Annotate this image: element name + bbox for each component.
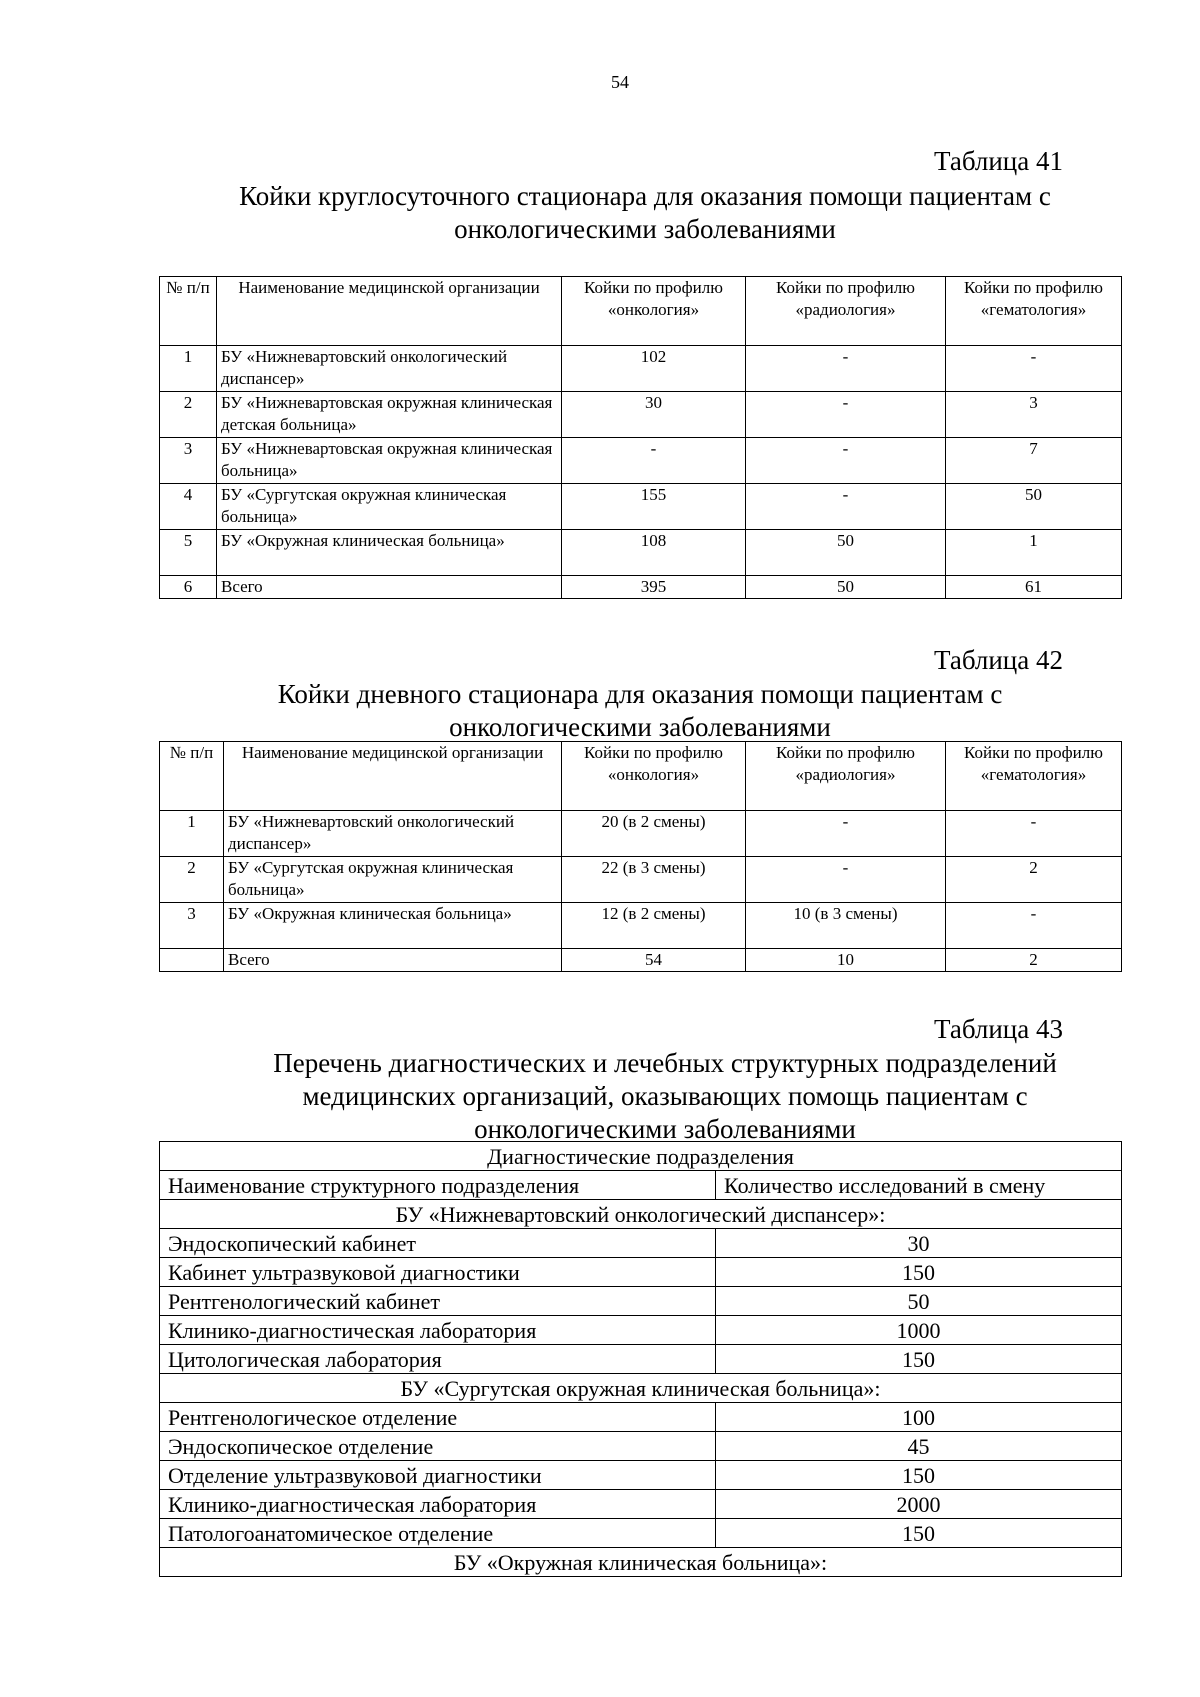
table43-title: Перечень диагностических и лечебных структурных подразделений медицинских организаций, оказывающих помощь пациентам с онкологическими заболеваниями — [273, 1048, 1057, 1144]
table-row — [160, 438, 1122, 484]
table43-header-row — [160, 1171, 1122, 1200]
table43-group-row — [160, 1548, 1122, 1577]
table41-cell: - — [562, 438, 746, 484]
table41-header-cell: Наименование медицинской организации — [217, 277, 562, 346]
table43-group-name: БУ «Окружная клиническая больница»: — [160, 1548, 1122, 1577]
table42-cell: БУ «Сургутская окружная клиническая больница» — [224, 857, 562, 903]
table42-cell: 2 — [946, 949, 1122, 972]
table42-cell: 3 — [160, 903, 224, 949]
table-row — [160, 857, 1122, 903]
table43-unit-name: Рентгенологический кабинет — [160, 1287, 716, 1316]
table42-cell: 2 — [946, 857, 1122, 903]
table43-unit-name: Эндоскопическое отделение — [160, 1432, 716, 1461]
table42-cell: БУ «Нижневартовский онкологический диспансер» — [224, 811, 562, 857]
table41-cell: 155 — [562, 484, 746, 530]
table43-section-row — [160, 1142, 1122, 1171]
table41-cell: 6 — [160, 576, 217, 599]
table41-cell: Всего — [217, 576, 562, 599]
table43-unit-name: Кабинет ультразвуковой диагностики — [160, 1258, 716, 1287]
table43-unit-count: 150 — [716, 1258, 1122, 1287]
table43-unit-name: Рентгенологическое отделение — [160, 1403, 716, 1432]
table41-cell: 7 — [946, 438, 1122, 484]
table41-cell: 50 — [746, 576, 946, 599]
table42-cell: - — [746, 857, 946, 903]
table-row — [160, 346, 1122, 392]
table41-cell: 50 — [946, 484, 1122, 530]
table41-cell: - — [746, 484, 946, 530]
table42-cell: 10 (в 3 смены) — [746, 903, 946, 949]
table-row — [160, 1403, 1122, 1432]
table43-unit-name: Патологоанатомическое отделение — [160, 1519, 716, 1548]
table-row — [160, 1461, 1122, 1490]
table43-unit-count: 150 — [716, 1519, 1122, 1548]
table41-cell: - — [946, 346, 1122, 392]
table42-header-cell: Койки по профилю «радиология» — [746, 742, 946, 811]
table43-group-row — [160, 1374, 1122, 1403]
table41-cell: - — [746, 438, 946, 484]
table-row — [160, 1345, 1122, 1374]
table43-group-name: БУ «Нижневартовский онкологический диспансер»: — [160, 1200, 1122, 1229]
table41-header-cell: Койки по профилю «гематология» — [946, 277, 1122, 346]
table43-group-name: БУ «Сургутская окружная клиническая больница»: — [160, 1374, 1122, 1403]
table42-cell — [160, 949, 224, 972]
table41-cell: 50 — [746, 530, 946, 576]
table43-unit-count: 1000 — [716, 1316, 1122, 1345]
table42-cell: 20 (в 2 смены) — [562, 811, 746, 857]
table41-cell: 395 — [562, 576, 746, 599]
table41-cell: 3 — [160, 438, 217, 484]
table41-cell: 61 — [946, 576, 1122, 599]
table-row — [160, 392, 1122, 438]
table41-cell: 108 — [562, 530, 746, 576]
table41-cell: 102 — [562, 346, 746, 392]
table42-cell: - — [746, 811, 946, 857]
table41-cell: - — [746, 392, 946, 438]
table43-header-cell: Наименование структурного подразделения — [160, 1171, 716, 1200]
table41-cell: БУ «Нижневартовский онкологический диспансер» — [217, 346, 562, 392]
table42 — [159, 741, 1122, 972]
table41-cell: 5 — [160, 530, 217, 576]
table43-unit-name: Эндоскопический кабинет — [160, 1229, 716, 1258]
table41-cell: БУ «Нижневартовская окружная клиническая больница» — [217, 438, 562, 484]
table43-group-row — [160, 1200, 1122, 1229]
table43-unit-name: Клинико-диагностическая лаборатория — [160, 1316, 716, 1345]
table42-cell: БУ «Окружная клиническая больница» — [224, 903, 562, 949]
table43-header-cell: Количество исследований в смену — [716, 1171, 1122, 1200]
table42-cell: Всего — [224, 949, 562, 972]
table41-cell: 4 — [160, 484, 217, 530]
page-number: 54 — [611, 72, 629, 92]
table43-unit-count: 2000 — [716, 1490, 1122, 1519]
table-row — [160, 1432, 1122, 1461]
table43-section-title: Диагностические подразделения — [160, 1142, 1122, 1171]
table41-cell: 30 — [562, 392, 746, 438]
table-row — [160, 949, 1122, 972]
table42-label: Таблица 42 — [934, 645, 1063, 675]
table-row — [160, 1258, 1122, 1287]
table41-header-cell: Койки по профилю «радиология» — [746, 277, 946, 346]
table42-header-cell: Койки по профилю «онкология» — [562, 742, 746, 811]
table-row — [160, 530, 1122, 576]
table41-cell: - — [746, 346, 946, 392]
table43-unit-count: 50 — [716, 1287, 1122, 1316]
table-row — [160, 484, 1122, 530]
table43-unit-count: 45 — [716, 1432, 1122, 1461]
table-row — [160, 1316, 1122, 1345]
table43-unit-name: Отделение ультразвуковой диагностики — [160, 1461, 716, 1490]
table-row — [160, 903, 1122, 949]
table42-cell: 12 (в 2 смены) — [562, 903, 746, 949]
table42-cell: - — [946, 903, 1122, 949]
table43-unit-count: 100 — [716, 1403, 1122, 1432]
table43 — [159, 1141, 1122, 1577]
table42-cell: - — [946, 811, 1122, 857]
table43-unit-count: 150 — [716, 1345, 1122, 1374]
table41-title: Койки круглосуточного стационара для оказания помощи пациентам с онкологическими заболеваниями — [239, 181, 1051, 244]
table41 — [159, 276, 1122, 599]
table43-unit-count: 30 — [716, 1229, 1122, 1258]
table42-cell: 22 (в 3 смены) — [562, 857, 746, 903]
table-row — [160, 1229, 1122, 1258]
table42-header-cell: № п/п — [160, 742, 224, 811]
table43-unit-count: 150 — [716, 1461, 1122, 1490]
table-row — [160, 1287, 1122, 1316]
table41-cell: БУ «Нижневартовская окружная клиническая детская больница» — [217, 392, 562, 438]
table42-cell: 1 — [160, 811, 224, 857]
table-row — [160, 1490, 1122, 1519]
table42-header-row — [160, 742, 1122, 811]
table-row — [160, 1519, 1122, 1548]
table-row — [160, 811, 1122, 857]
table42-cell: 54 — [562, 949, 746, 972]
table42-cell: 10 — [746, 949, 946, 972]
table42-title: Койки дневного стационара для оказания помощи пациентам с онкологическими заболеваниями — [277, 679, 1003, 742]
table41-cell: 2 — [160, 392, 217, 438]
table-row — [160, 576, 1122, 599]
table42-header-cell: Наименование медицинской организации — [224, 742, 562, 811]
table41-header-cell: № п/п — [160, 277, 217, 346]
table43-unit-name: Цитологическая лаборатория — [160, 1345, 716, 1374]
table41-cell: БУ «Окружная клиническая больница» — [217, 530, 562, 576]
table41-cell: 1 — [160, 346, 217, 392]
table41-cell: 3 — [946, 392, 1122, 438]
table41-label: Таблица 41 — [934, 146, 1063, 176]
table43-label: Таблица 43 — [934, 1014, 1063, 1044]
table42-header-cell: Койки по профилю «гематология» — [946, 742, 1122, 811]
table41-header-cell: Койки по профилю «онкология» — [562, 277, 746, 346]
table41-cell: 1 — [946, 530, 1122, 576]
table41-cell: БУ «Сургутская окружная клиническая больница» — [217, 484, 562, 530]
table41-header-row — [160, 277, 1122, 346]
table42-cell: 2 — [160, 857, 224, 903]
table43-unit-name: Клинико-диагностическая лаборатория — [160, 1490, 716, 1519]
